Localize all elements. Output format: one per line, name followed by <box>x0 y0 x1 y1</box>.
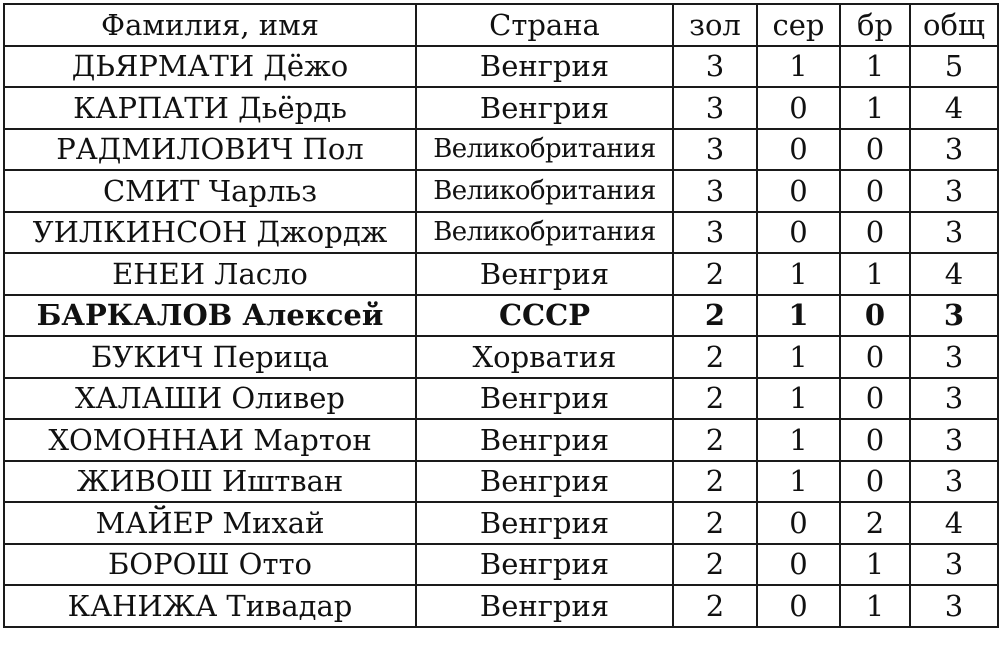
cell-silver: 0 <box>757 544 840 586</box>
cell-silver: 0 <box>757 585 840 627</box>
header-country: Страна <box>416 4 673 46</box>
cell-country: Венгрия <box>416 502 673 544</box>
table-row <box>4 585 998 627</box>
cell-bronze: 0 <box>840 170 910 212</box>
cell-total: 3 <box>910 378 998 420</box>
cell-silver: 1 <box>757 295 840 337</box>
cell-name: ХОМОННАИ Мартон <box>4 419 416 461</box>
cell-name: СМИТ Чарльз <box>4 170 416 212</box>
cell-gold: 3 <box>673 170 757 212</box>
cell-total: 3 <box>910 419 998 461</box>
cell-silver: 1 <box>757 419 840 461</box>
cell-name: БУКИЧ Перица <box>4 336 416 378</box>
table-body <box>4 46 998 627</box>
cell-name: БОРОШ Отто <box>4 544 416 586</box>
cell-total: 3 <box>910 336 998 378</box>
cell-total: 3 <box>910 544 998 586</box>
cell-name: ХАЛАШИ Оливер <box>4 378 416 420</box>
cell-country: Венгрия <box>416 253 673 295</box>
cell-name: ДЬЯРМАТИ Дёжо <box>4 46 416 88</box>
cell-gold: 2 <box>673 378 757 420</box>
table-row <box>4 87 998 129</box>
cell-silver: 1 <box>757 378 840 420</box>
table-row <box>4 544 998 586</box>
cell-gold: 2 <box>673 336 757 378</box>
cell-gold: 2 <box>673 502 757 544</box>
cell-gold: 2 <box>673 419 757 461</box>
cell-gold: 3 <box>673 87 757 129</box>
table-row <box>4 378 998 420</box>
cell-name: МАЙЕР Михай <box>4 502 416 544</box>
table-row <box>4 129 998 171</box>
cell-country: Венгрия <box>416 46 673 88</box>
header-bronze: бр <box>840 4 910 46</box>
cell-name: УИЛКИНСОН Джордж <box>4 212 416 254</box>
cell-silver: 0 <box>757 212 840 254</box>
cell-silver: 1 <box>757 46 840 88</box>
cell-country: Великобритания <box>416 129 673 171</box>
cell-bronze: 0 <box>840 212 910 254</box>
cell-total: 3 <box>910 170 998 212</box>
cell-bronze: 1 <box>840 544 910 586</box>
cell-bronze: 0 <box>840 295 910 337</box>
cell-total: 4 <box>910 502 998 544</box>
cell-gold: 3 <box>673 46 757 88</box>
cell-bronze: 0 <box>840 419 910 461</box>
cell-bronze: 1 <box>840 253 910 295</box>
cell-total: 3 <box>910 461 998 503</box>
table-row <box>4 212 998 254</box>
cell-bronze: 1 <box>840 585 910 627</box>
header-gold: зол <box>673 4 757 46</box>
cell-bronze: 0 <box>840 378 910 420</box>
cell-bronze: 0 <box>840 336 910 378</box>
cell-gold: 2 <box>673 295 757 337</box>
cell-total: 3 <box>910 295 998 337</box>
cell-country: Венгрия <box>416 87 673 129</box>
table-row <box>4 502 998 544</box>
cell-silver: 0 <box>757 129 840 171</box>
cell-country: Венгрия <box>416 585 673 627</box>
table-row <box>4 253 998 295</box>
table-row <box>4 295 998 337</box>
header-silver: сер <box>757 4 840 46</box>
cell-silver: 0 <box>757 87 840 129</box>
cell-name: БАРКАЛОВ Алексей <box>4 295 416 337</box>
cell-total: 3 <box>910 585 998 627</box>
cell-name: КАРПАТИ Дьёрдь <box>4 87 416 129</box>
cell-bronze: 1 <box>840 87 910 129</box>
cell-total: 4 <box>910 253 998 295</box>
cell-bronze: 2 <box>840 502 910 544</box>
cell-silver: 1 <box>757 336 840 378</box>
header-row <box>4 4 998 46</box>
cell-name: ЕНЕИ Ласло <box>4 253 416 295</box>
cell-country: Великобритания <box>416 170 673 212</box>
cell-gold: 3 <box>673 212 757 254</box>
cell-bronze: 0 <box>840 461 910 503</box>
table-row <box>4 336 998 378</box>
header-name: Фамилия, имя <box>4 4 416 46</box>
cell-total: 5 <box>910 46 998 88</box>
cell-total: 3 <box>910 212 998 254</box>
cell-country: Венгрия <box>416 378 673 420</box>
cell-total: 3 <box>910 129 998 171</box>
cell-gold: 2 <box>673 461 757 503</box>
cell-silver: 1 <box>757 253 840 295</box>
cell-gold: 3 <box>673 129 757 171</box>
cell-country: Венгрия <box>416 419 673 461</box>
table-row <box>4 170 998 212</box>
cell-country: СССР <box>416 295 673 337</box>
cell-country: Венгрия <box>416 544 673 586</box>
cell-gold: 2 <box>673 585 757 627</box>
table-row <box>4 46 998 88</box>
table-row <box>4 461 998 503</box>
cell-name: КАНИЖА Тивадар <box>4 585 416 627</box>
cell-name: ЖИВОШ Иштван <box>4 461 416 503</box>
cell-gold: 2 <box>673 544 757 586</box>
cell-country: Венгрия <box>416 461 673 503</box>
cell-total: 4 <box>910 87 998 129</box>
cell-silver: 0 <box>757 170 840 212</box>
cell-gold: 2 <box>673 253 757 295</box>
medal-table <box>3 3 999 628</box>
cell-name: РАДМИЛОВИЧ Пол <box>4 129 416 171</box>
header-total: общ <box>910 4 998 46</box>
cell-silver: 0 <box>757 502 840 544</box>
cell-country: Великобритания <box>416 212 673 254</box>
table-row <box>4 419 998 461</box>
cell-silver: 1 <box>757 461 840 503</box>
cell-bronze: 1 <box>840 46 910 88</box>
cell-bronze: 0 <box>840 129 910 171</box>
cell-country: Хорватия <box>416 336 673 378</box>
